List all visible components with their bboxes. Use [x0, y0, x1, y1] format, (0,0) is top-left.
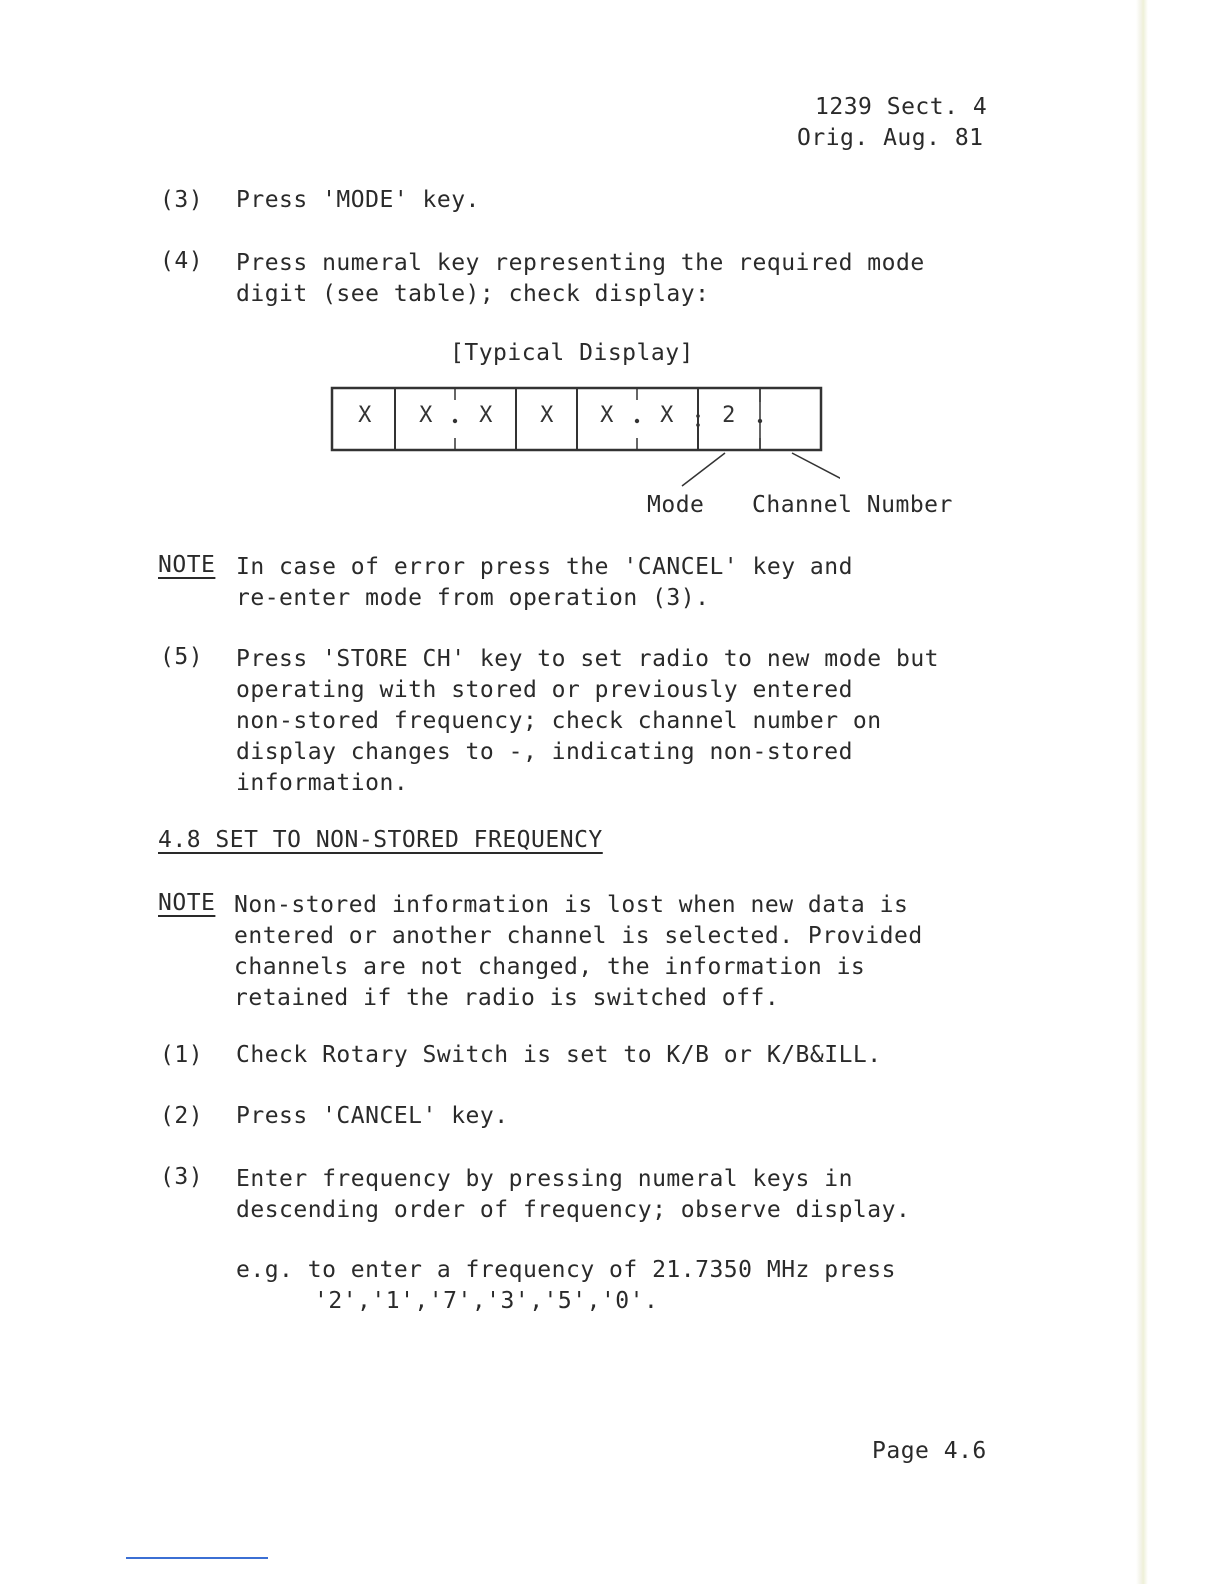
- display-digit: X: [540, 403, 554, 428]
- colon-dot: [696, 414, 700, 418]
- step-text: Press 'CANCEL' key.: [236, 1103, 509, 1129]
- note-text: [234, 890, 923, 1014]
- step-number: (3): [160, 1164, 204, 1190]
- display-digit: X: [479, 403, 493, 428]
- step-number: (4): [160, 248, 204, 274]
- display-caption: [Typical Display]: [450, 340, 694, 366]
- example-text: e.g. to enter a frequency of 21.7350 MHz press: [236, 1257, 896, 1283]
- decimal-dot: [453, 419, 457, 423]
- note-text-line: retained if the radio is switched off.: [234, 985, 780, 1011]
- channel-pointer-line: [792, 453, 840, 486]
- decimal-dot: [635, 419, 639, 423]
- scan-artifact-line: [126, 1557, 268, 1559]
- display-digit: X: [419, 403, 433, 428]
- display-digit: X: [358, 403, 372, 428]
- section-heading: 4.8 SET TO NON-STORED FREQUENCY: [158, 827, 603, 853]
- page-edge-shadow: [1136, 0, 1148, 1584]
- colon-dot: [696, 423, 700, 427]
- step-text: [236, 248, 925, 310]
- note-text-line: In case of error press the 'CANCEL' key and: [236, 554, 853, 580]
- doc-reference: 1239 Sect. 4: [815, 94, 988, 120]
- note-text-line: channels are not changed, the information is: [234, 954, 866, 980]
- step-number: (5): [160, 644, 204, 670]
- step-text-line: non-stored frequency; check channel number on: [236, 708, 882, 734]
- decimal-dot: [758, 419, 762, 423]
- step-text-line: Press numeral key representing the required mode: [236, 250, 925, 276]
- step-text-line: digit (see table); check display:: [236, 281, 710, 307]
- label-channel-number: Channel Number: [752, 492, 953, 518]
- step-text-line: display changes to -, indicating non-stored: [236, 739, 853, 765]
- step-text: [236, 644, 939, 799]
- note-text-line: re-enter mode from operation (3).: [236, 585, 710, 611]
- step-text-line: Press 'STORE CH' key to set radio to new mode but: [236, 646, 940, 672]
- display-digit: X: [600, 403, 614, 428]
- typical-display-diagram: [320, 378, 840, 488]
- page-number: Page 4.6: [872, 1438, 987, 1464]
- step-text: Press 'MODE' key.: [236, 187, 480, 213]
- step-text-line: information.: [236, 770, 409, 796]
- note-label: NOTE: [158, 552, 216, 578]
- step-number: (3): [160, 187, 204, 213]
- mode-pointer-line: [682, 453, 725, 486]
- display-digit: X: [660, 403, 674, 428]
- step-text-line: descending order of frequency; observe display.: [236, 1197, 911, 1223]
- note-text-line: entered or another channel is selected. Provided: [234, 923, 923, 949]
- step-number: (1): [160, 1042, 204, 1068]
- step-text-line: operating with stored or previously entered: [236, 677, 853, 703]
- note-label: NOTE: [158, 890, 216, 916]
- label-mode: Mode: [647, 492, 705, 518]
- note-text: [236, 552, 853, 614]
- orig-date: Orig. Aug. 81: [797, 125, 984, 151]
- step-text-line: Enter frequency by pressing numeral keys in: [236, 1166, 853, 1192]
- display-digit: 2: [722, 403, 736, 428]
- example-keys: '2','1','7','3','5','0'.: [314, 1288, 659, 1314]
- step-text: Check Rotary Switch is set to K/B or K/B&ILL.: [236, 1042, 882, 1068]
- step-number: (2): [160, 1103, 204, 1129]
- step-text: [236, 1164, 910, 1226]
- note-text-line: Non-stored information is lost when new data is: [234, 892, 909, 918]
